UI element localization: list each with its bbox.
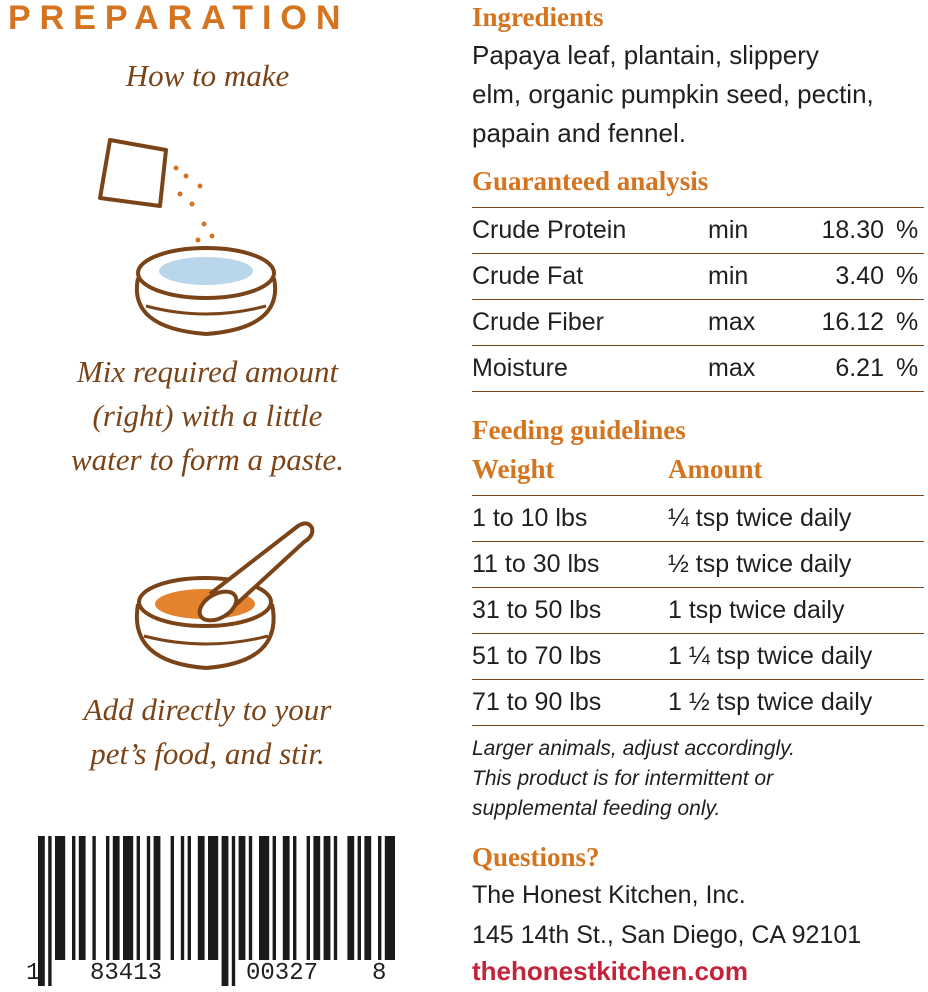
barcode-bar bbox=[208, 836, 218, 960]
ingredients-line: papain and fennel. bbox=[472, 118, 686, 148]
how-to-make-subheading: How to make bbox=[125, 58, 290, 93]
nutrient-unit: % bbox=[896, 354, 919, 382]
nutrient-unit: % bbox=[896, 262, 919, 290]
amount-cell: 1 tsp twice daily bbox=[668, 596, 845, 624]
website-link[interactable]: thehonestkitchen.com bbox=[472, 956, 748, 986]
barcode-bar bbox=[181, 836, 184, 960]
step2-instructions bbox=[0, 688, 415, 776]
preparation-heading: PREPARATION bbox=[8, 0, 350, 37]
table-row bbox=[472, 680, 924, 726]
nutrient-qualifier: min bbox=[708, 216, 749, 244]
barcode-bar bbox=[137, 836, 140, 960]
ingredients-list bbox=[472, 36, 922, 153]
barcode-bar bbox=[154, 836, 161, 960]
weight-cell: 71 to 90 lbs bbox=[472, 688, 602, 716]
step2-line: pet’s food, and stir. bbox=[90, 736, 325, 771]
amount-column-header: Amount bbox=[668, 454, 763, 484]
barcode-bar bbox=[123, 836, 133, 960]
weight-column-header: Weight bbox=[472, 454, 555, 484]
ingredients-title: Ingredients bbox=[472, 2, 604, 32]
info-panel bbox=[472, 0, 928, 992]
barcode-bar bbox=[113, 836, 120, 960]
nutrient-name: Crude Fat bbox=[472, 262, 584, 290]
preparation-panel bbox=[0, 0, 420, 992]
barcode-bar bbox=[378, 836, 381, 960]
barcode-digit-group: 1 bbox=[26, 960, 41, 987]
amount-cell: ½ tsp twice daily bbox=[668, 550, 852, 578]
barcode-bar bbox=[55, 836, 65, 960]
barcode-bar bbox=[147, 836, 150, 960]
barcode-bar bbox=[385, 836, 395, 960]
barcode-bar bbox=[334, 836, 337, 960]
nutrient-value: 16.12 bbox=[821, 308, 884, 336]
weight-cell: 31 to 50 lbs bbox=[472, 596, 602, 624]
nutrient-value: 6.21 bbox=[835, 354, 884, 382]
amount-cell: ¼ tsp twice daily bbox=[668, 504, 852, 532]
barcode-bar bbox=[259, 836, 269, 960]
note-line: This product is for intermittent or bbox=[472, 767, 774, 790]
feeding-guidelines-title: Feeding guidelines bbox=[472, 415, 686, 445]
barcode-bar bbox=[249, 836, 252, 960]
barcode-bar bbox=[106, 836, 109, 960]
nutrient-name: Moisture bbox=[472, 354, 568, 382]
step1-line: Mix required amount bbox=[76, 354, 339, 389]
barcode-bar bbox=[171, 836, 174, 960]
nutrient-value: 3.40 bbox=[835, 262, 884, 290]
weight-cell: 1 to 10 lbs bbox=[472, 504, 588, 532]
ingredients-line: Papaya leaf, plantain, slippery bbox=[472, 40, 819, 70]
note-line: supplemental feeding only. bbox=[472, 797, 721, 820]
water-bowl-icon bbox=[137, 248, 275, 334]
barcode-digit-group: 83413 bbox=[90, 960, 163, 987]
nutrient-name: Crude Protein bbox=[472, 216, 627, 244]
guaranteed-analysis-table bbox=[472, 207, 924, 392]
table-row bbox=[472, 634, 924, 680]
barcode-bar bbox=[79, 836, 86, 960]
step1-line: water to form a paste. bbox=[71, 442, 344, 477]
packet-icon bbox=[100, 140, 166, 206]
weight-cell: 51 to 70 lbs bbox=[472, 642, 602, 670]
amount-cell: 1 ¼ tsp twice daily bbox=[668, 642, 873, 670]
company-name: The Honest Kitchen, Inc. bbox=[472, 881, 746, 909]
nutrient-unit: % bbox=[896, 308, 919, 336]
barcode-bar bbox=[324, 836, 331, 960]
barcode-bar bbox=[293, 836, 296, 960]
nutrient-name: Crude Fiber bbox=[472, 308, 604, 336]
powder-into-bowl-illustration bbox=[88, 128, 328, 348]
step1-instructions bbox=[0, 350, 415, 482]
table-row bbox=[472, 208, 924, 254]
food-bowl-icon bbox=[137, 578, 274, 668]
stirring-bowl-illustration bbox=[120, 512, 330, 682]
nutrient-qualifier: min bbox=[708, 262, 749, 290]
barcode-bar bbox=[239, 836, 246, 960]
barcode-bar bbox=[358, 836, 361, 960]
step1-line: (right) with a little bbox=[92, 398, 323, 433]
ingredients-line: elm, organic pumpkin seed, pectin, bbox=[472, 79, 874, 109]
nutrient-qualifier: max bbox=[708, 308, 756, 336]
step2-line: Add directly to your bbox=[83, 692, 332, 727]
feeding-table bbox=[472, 495, 924, 726]
nutrient-unit: % bbox=[896, 216, 919, 244]
table-row bbox=[472, 496, 924, 542]
barcode-bar bbox=[283, 836, 290, 960]
barcode-bar bbox=[92, 836, 95, 960]
barcode-bar bbox=[307, 836, 310, 960]
table-row bbox=[472, 300, 924, 346]
table-row bbox=[472, 542, 924, 588]
company-address: 145 14th St., San Diego, CA 92101 bbox=[472, 921, 862, 949]
barcode-digit-group: 00327 bbox=[246, 960, 319, 987]
barcode-bar bbox=[347, 836, 354, 960]
barcode-digit-group: 8 bbox=[372, 960, 387, 987]
table-row bbox=[472, 346, 924, 392]
note-line: Larger animals, adjust accordingly. bbox=[472, 737, 795, 760]
barcode-bar bbox=[188, 836, 191, 960]
barcode-bar bbox=[273, 836, 276, 960]
feeding-notes bbox=[472, 734, 922, 824]
barcode-bar bbox=[364, 836, 371, 960]
nutrient-value: 18.30 bbox=[821, 216, 884, 244]
barcode-bar bbox=[72, 836, 75, 960]
table-row bbox=[472, 588, 924, 634]
guaranteed-analysis-title: Guaranteed analysis bbox=[472, 166, 709, 196]
questions-title: Questions? bbox=[472, 842, 600, 872]
barcode-bar bbox=[313, 836, 320, 960]
barcode-bar bbox=[198, 836, 205, 960]
barcode-number bbox=[20, 960, 400, 990]
nutrient-qualifier: max bbox=[708, 354, 756, 382]
weight-cell: 11 to 30 lbs bbox=[472, 550, 600, 578]
table-row bbox=[472, 254, 924, 300]
amount-cell: 1 ½ tsp twice daily bbox=[668, 688, 873, 716]
